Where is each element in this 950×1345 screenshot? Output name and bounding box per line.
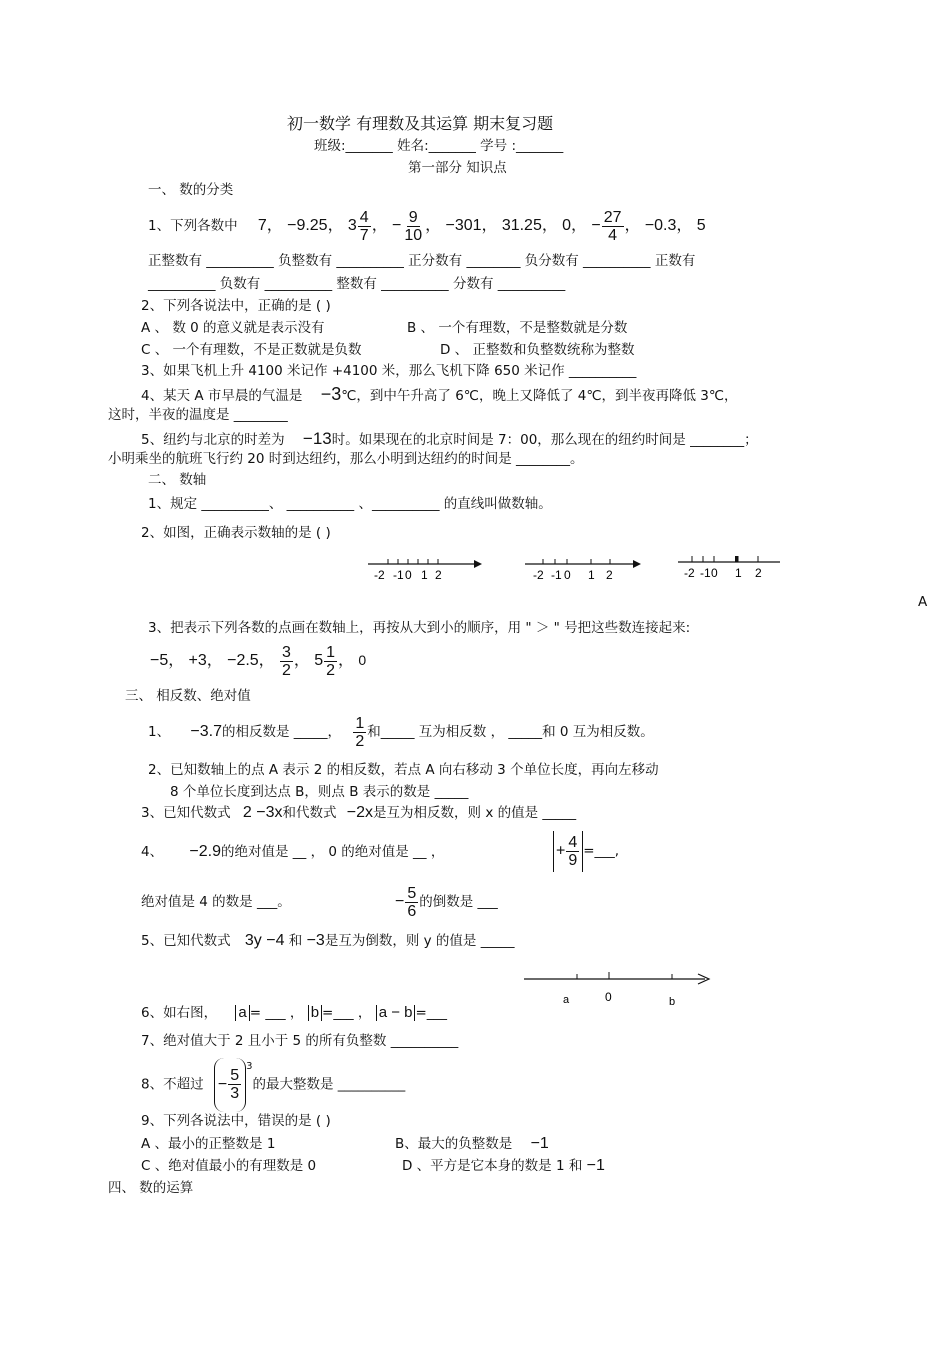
number-line-options	[360, 552, 790, 584]
s3-q8	[141, 1054, 405, 1112]
section-1-heading: 一、 数的分类	[148, 182, 234, 198]
num: 31.25，	[501, 217, 558, 234]
axis-label: 1	[735, 566, 742, 580]
s3-q8-rest: 的最大整数是 __________	[252, 1076, 406, 1093]
number-line-1	[368, 559, 482, 582]
num: ，	[425, 217, 442, 234]
s3-q5-expr2: −3	[306, 932, 325, 949]
denominator: 2	[326, 661, 336, 679]
axis-label: -2	[374, 568, 385, 582]
s3-q4-line2: 绝对值是 4 的数是 ___。	[141, 894, 291, 910]
fraction	[602, 209, 624, 244]
axis-label: -2	[684, 566, 695, 580]
s3-q3	[141, 804, 576, 822]
s1-q1-line3: __________ 负数有 __________ 整数有 __________ 分数有 __________	[148, 276, 566, 292]
s3-q1-text: 的相反数是 _____，	[221, 724, 342, 740]
s3-q6-eq3: =___	[415, 1005, 448, 1021]
s3-q5-expr1: 3y −4	[244, 932, 285, 949]
fraction	[324, 644, 337, 679]
s3-q4-reciprocal-text: 的倒数是 ___	[419, 894, 498, 910]
numerator: 5	[230, 1067, 240, 1084]
denominator: 3	[230, 1085, 240, 1102]
num: ，	[371, 217, 388, 234]
s3-q9-option-c: C 、绝对值最小的有理数是 0	[141, 1158, 317, 1174]
number-line-3	[678, 556, 780, 580]
axis-label: 1	[421, 568, 428, 582]
num: 3	[347, 217, 357, 234]
s1-q4-line1	[141, 385, 738, 405]
s3-q4-value: −2.9	[189, 843, 221, 860]
s2-q3-numbers	[150, 640, 366, 681]
denominator: 2	[355, 732, 365, 750]
s3-q4-prefix: 4、	[141, 844, 164, 860]
axis-label: -1	[700, 566, 711, 580]
s3-q3-rest: 是互为相反数，则 x 的值是 _____	[373, 805, 577, 821]
s3-q6-eq1: = ___ ，	[249, 1005, 304, 1021]
num: −9.25，	[287, 217, 344, 234]
fraction	[358, 209, 371, 244]
num: −301，	[445, 217, 498, 234]
numerator: 4	[568, 833, 578, 851]
num: ，	[338, 652, 355, 669]
s1-q4-rest: ℃，到中午升高了 6℃，晚上又降低了 4℃，到半夜再降低 3℃，	[341, 388, 738, 404]
student-info-line: 班级:_______ 姓名:_______ 学号 :_______	[314, 138, 564, 154]
abs-a: a	[235, 1005, 249, 1021]
s3-q6-eq2: =___ ，	[322, 1005, 372, 1021]
num: −5，	[150, 652, 185, 669]
s1-q3: 3、如果飞机上升 4100 米记作 +4100 米，那么飞机下降 650 米记作 __________	[141, 363, 637, 379]
axis-label: -2	[533, 568, 544, 582]
axis-label: -1	[551, 568, 562, 582]
s3-q7: 7、绝对值大于 2 且小于 5 的所有负整数 __________	[141, 1033, 459, 1049]
s3-q3-expr2: −2x	[346, 804, 374, 821]
number-line-2	[525, 559, 641, 582]
axis-label: 2	[606, 568, 613, 582]
numerator: 9	[408, 208, 418, 226]
numerator: 5	[407, 884, 417, 902]
abs-b: b	[308, 1005, 322, 1021]
s3-q4-line1	[141, 843, 444, 861]
denominator: 7	[359, 226, 369, 244]
numerator: 27	[603, 208, 622, 226]
num: ，	[293, 652, 310, 669]
s3-q5	[141, 932, 514, 950]
s3-q6	[141, 1004, 447, 1022]
denominator: 9	[568, 851, 578, 869]
axis-label-a: a	[563, 994, 570, 1006]
s3-q6-prefix: 6、如右图，	[141, 1005, 218, 1021]
s3-q4-equals: =___,	[583, 843, 620, 859]
s2-q2: 2、如图，正确表示数轴的是 ( )	[141, 525, 331, 541]
s3-q1-prefix: 1、	[148, 724, 171, 740]
s3-q3-mid: 和代数式	[282, 805, 337, 821]
s3-q5-and: 和	[288, 933, 303, 949]
denominator: 6	[407, 902, 417, 920]
axis-label: 2	[435, 568, 442, 582]
s3-q9-d-text: D 、平方是它本身的数是 1 和	[402, 1158, 583, 1174]
s3-q2-line2: 8 个单位长度到达点 B，则点 B 表示的数是 _____	[170, 784, 469, 800]
s3-q3-prefix: 3、已知代数式	[141, 805, 231, 821]
s3-q1-rest: 和_____ 互为相反数 ， _____和 0 互为相反数。	[367, 724, 654, 740]
s1-q2-option-a: A 、 数 0 的意义就是表示没有	[141, 320, 325, 336]
s3-q9-d-value: −1	[586, 1157, 605, 1174]
s3-q3-expr1: 2 −3x	[242, 804, 283, 821]
s1-q5-prefix: 5、纽约与北京的时差为	[141, 432, 285, 448]
s3-q1	[148, 712, 654, 752]
s1-q5-line2: 小明乘坐的航班飞行约 20 时到达纽约，那么小明到达纽约的时间是 ________。	[108, 451, 584, 467]
numerator: 1	[355, 714, 365, 732]
denominator: 2	[281, 661, 291, 679]
axis-label-b: b	[669, 996, 676, 1008]
axis-label: 1	[588, 568, 595, 582]
num: 5	[696, 217, 706, 234]
numerator: 3	[281, 643, 291, 661]
s1-q5-line1	[141, 430, 758, 449]
exponent: 3	[246, 1061, 253, 1072]
s3-q6-number-line	[520, 965, 720, 1010]
s1-q4-prefix: 4、某天 A 市早晨的气温是	[141, 388, 303, 404]
fraction	[228, 1067, 241, 1102]
sign: −	[217, 1075, 228, 1093]
s3-q5-rest: 是互为倒数，则 y 的值是 _____	[324, 933, 515, 949]
part-heading: 第一部分 知识点	[408, 160, 507, 176]
fraction	[280, 644, 293, 679]
s3-q1-value: −3.7	[190, 723, 222, 740]
num: +3，	[188, 652, 223, 669]
fraction	[353, 715, 366, 750]
num: −	[392, 217, 402, 234]
axis-label: 0	[711, 566, 718, 580]
fraction	[405, 885, 418, 920]
s1-q4-value: −3	[320, 384, 342, 404]
fraction	[566, 834, 579, 869]
s1-q4-line2: 这时，半夜的温度是 ________	[108, 407, 288, 423]
section-3-heading: 三、 相反数、绝对值	[125, 688, 251, 704]
s1-q2-option-d: D 、 正整数和负整数统称为整数	[440, 342, 635, 358]
num: 0	[358, 652, 367, 668]
num: ，	[624, 217, 641, 234]
s3-q8-prefix: 8、不超过	[141, 1076, 204, 1093]
fraction	[402, 209, 424, 244]
denominator: 10	[404, 226, 423, 244]
section-4-heading: 四、 数的运算	[108, 1180, 194, 1196]
num: −2.5，	[227, 652, 275, 669]
document-title: 初一数学 有理数及其运算 期末复习题	[287, 114, 554, 133]
s2-q3: 3、把表示下列各数的点画在数轴上，再按从大到小的顺序，用 " ＞ " 号把这些数连接起来:	[148, 620, 691, 636]
axis-label: 0	[564, 568, 571, 582]
num: 7，	[257, 217, 283, 234]
s3-q9: 9、下列各说法中，错误的是 ( )	[141, 1113, 331, 1129]
s1-q2-option-c: C 、 一个有理数，不是正数就是负数	[141, 342, 362, 358]
s1-q2: 2、下列各说法中，正确的是 ( )	[141, 298, 331, 314]
abs-a-minus-b: a − b	[376, 1005, 416, 1021]
sign: −	[395, 893, 405, 910]
s3-q4-reciprocal	[395, 882, 498, 922]
axis-label: 2	[755, 566, 762, 580]
s1-q5-value: −13	[302, 429, 332, 448]
s2-q1: 1、规定 __________、 __________ 、__________ 的直线叫做数轴。	[148, 496, 552, 512]
s3-q4-text: 的绝对值是 __ ， 0 的绝对值是 __ ，	[220, 844, 445, 860]
num: 0，	[562, 217, 588, 234]
sign: +	[556, 842, 566, 859]
num: −	[591, 217, 601, 234]
section-2-heading: 二、 数轴	[148, 472, 207, 488]
axis-label-0: 0	[605, 990, 612, 1004]
s3-q9-option-d	[402, 1157, 605, 1175]
side-letter: A	[918, 594, 928, 610]
denominator: 4	[608, 226, 618, 244]
s3-q5-prefix: 5、已知代数式	[141, 933, 231, 949]
numerator: 4	[359, 208, 369, 226]
s3-q4-abs-expr	[553, 828, 619, 874]
s1-q2-option-b: B 、 一个有理数，不是整数就是分数	[407, 320, 628, 336]
num: −0.3，	[644, 217, 693, 234]
s3-q9-b-value: −1	[530, 1135, 549, 1152]
num: 5	[314, 652, 324, 669]
s3-q9-b-text: B、最大的负整数是	[395, 1136, 513, 1152]
axis-label: -1	[393, 568, 404, 582]
s3-q2-line1: 2、已知数轴上的点 A 表示 2 的相反数，若点 A 向右移动 3 个单位长度，再向左移动	[148, 762, 659, 778]
numerator: 1	[326, 643, 336, 661]
absolute-value	[553, 831, 583, 872]
s1-q5-rest: 时。如果现在的北京时间是 7：00，那么现在的纽约时间是 ________；	[331, 432, 758, 448]
s1-q1-line1	[148, 206, 706, 246]
s3-q9-option-a: A 、最小的正整数是 1	[141, 1136, 276, 1152]
s1-q1-prefix: 1、下列各数中	[148, 218, 238, 234]
s3-q9-option-b	[395, 1135, 549, 1153]
parenthesized-fraction	[214, 1058, 246, 1112]
s1-q1-line2: 正整数有 __________ 负整数有 __________ 正分数有 ________ 负分数有 __________ 正数有	[148, 253, 696, 269]
axis-label: 0	[405, 568, 412, 582]
